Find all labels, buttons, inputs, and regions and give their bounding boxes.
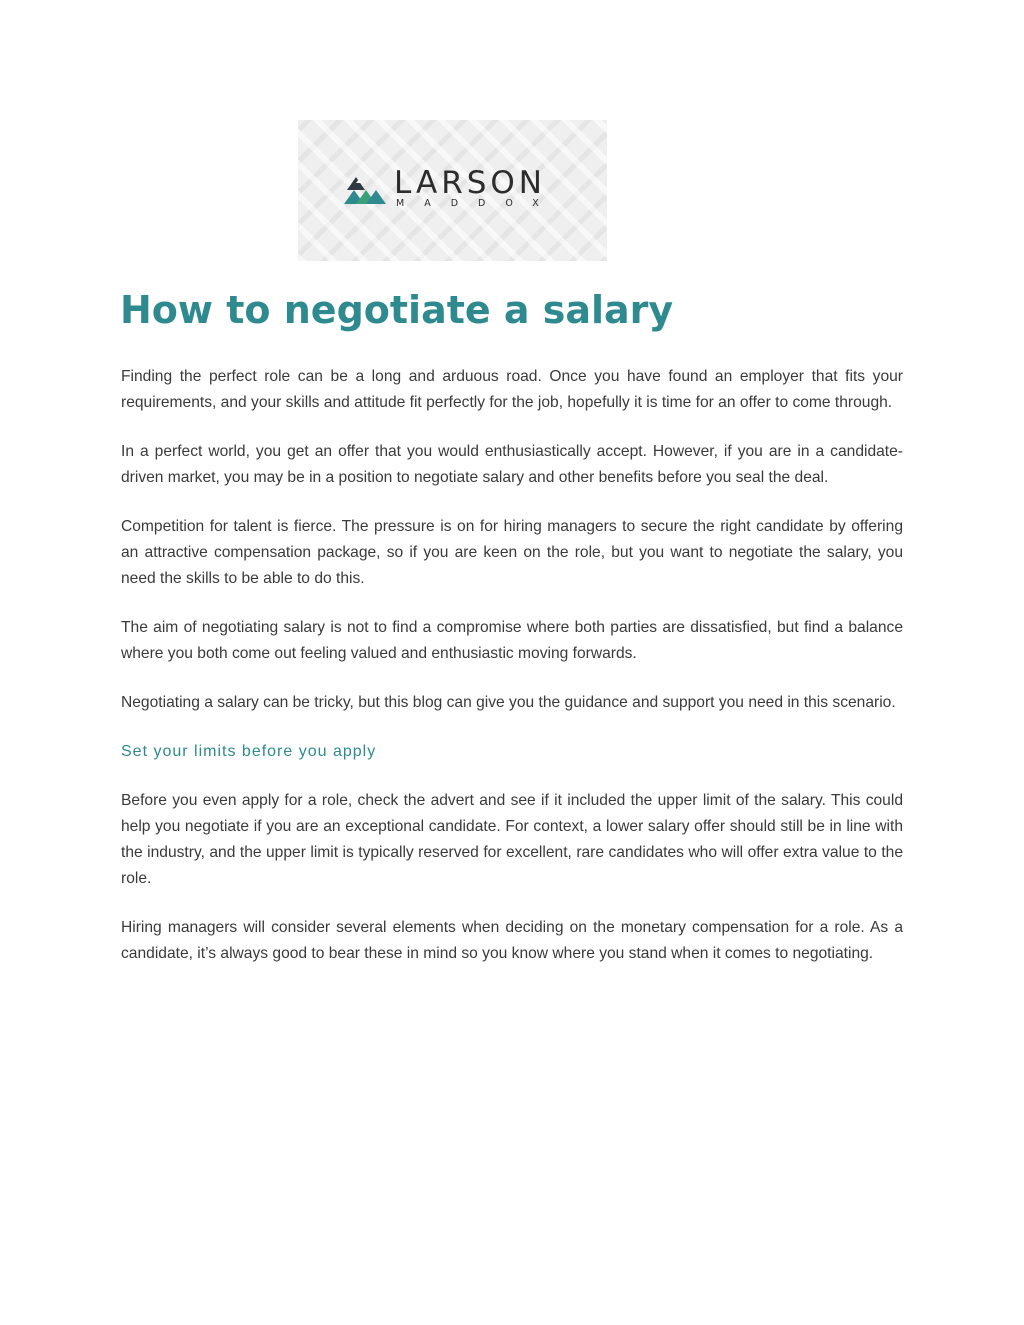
section-heading: Set your limits before you apply <box>121 743 377 760</box>
page-title: How to negotiate a salary <box>120 288 674 332</box>
larson-maddox-mountain-icon <box>344 174 386 204</box>
section-paragraph-1: Before you even apply for a role, check the advert and see if it included the upper limit of the salary. This could help you negotiate if you are an exceptional candidate. For context, a lower salary offer should still be in line with the industry, and the upper limit is typically reserved for excellent, rare candidates who will offer extra value to the role. <box>121 792 903 887</box>
paragraph-intro-4: The aim of negotiating salary is not to find a compromise where both parties are dissatisfied, but find a balance where you both come out feeling valued and enthusiastic moving forwards. <box>121 619 903 662</box>
article-body <box>121 364 903 990</box>
section-paragraph-2: Hiring managers will consider several elements when deciding on the monetary compensation for a role. As a candidate, it’s always good to bear these in mind so you know where you stand when it comes to negotiating. <box>121 919 903 962</box>
company-logo <box>298 120 607 261</box>
paragraph-intro-5: Negotiating a salary can be tricky, but this blog can give you the guidance and support you need in this scenario. <box>121 694 896 711</box>
paragraph-intro-1: Finding the perfect role can be a long and arduous road. Once you have found an employer that fits your requirements, and your skills and attitude fit perfectly for the job, hopefully it is time for an offer to come through. <box>121 368 903 411</box>
paragraph-intro-2: In a perfect world, you get an offer that you would enthusiastically accept. However, if you are in a candidate-driven market, you may be in a position to negotiate salary and other benefits before you seal the deal. <box>121 443 903 486</box>
logo-wordmark: LARSON <box>394 165 546 201</box>
logo-subtitle: MADDOX <box>396 198 559 209</box>
paragraph-intro-3: Competition for talent is fierce. The pressure is on for hiring managers to secure the right candidate by offering an attractive compensation package, so if you are keen on the role, but you want to negotiate the salary, you need the skills to be able to do this. <box>121 518 903 587</box>
